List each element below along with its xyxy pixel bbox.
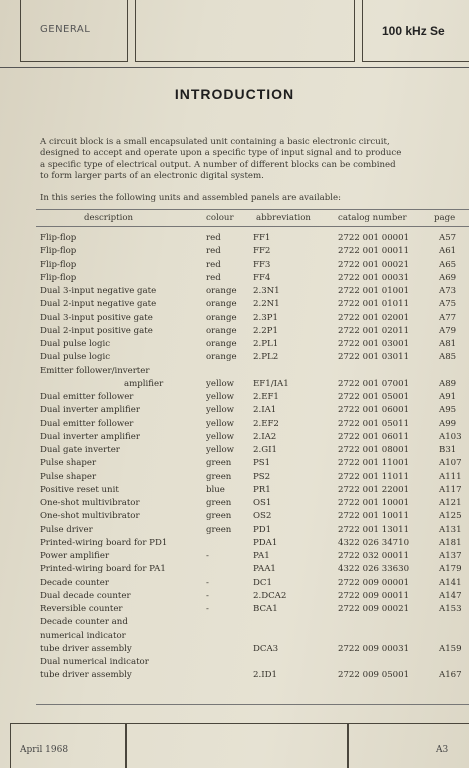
cell-abbreviation: PD1 (253, 524, 272, 535)
table-row (0, 286, 469, 297)
cell-page: A99 (439, 418, 457, 429)
cell-description: tube driver assembly (40, 670, 132, 681)
cell-description: Dual emitter follower (40, 418, 134, 429)
cell-colour: green (206, 511, 232, 522)
table-row (0, 564, 469, 575)
cell-page: A121 (439, 498, 462, 508)
cell-abbreviation: 2.2N1 (253, 299, 280, 310)
cell-page: A179 (439, 564, 462, 575)
cell-colour: red (206, 233, 221, 243)
table-row (0, 511, 469, 522)
cell-colour: yellow (206, 405, 234, 416)
cell-catalog-number: 2722 001 11001 (338, 458, 410, 469)
series-title: 100 kHz Se (382, 24, 445, 38)
cell-page: A117 (439, 484, 462, 495)
cell-abbreviation: PAA1 (253, 564, 276, 575)
table-row (0, 273, 469, 284)
cell-abbreviation: DCA3 (253, 643, 279, 654)
table-row (0, 339, 469, 350)
col-header-catalog: catalog number (338, 213, 407, 223)
col-header-description: description (84, 213, 134, 223)
cell-description: Emitter follower/inverter (40, 365, 150, 376)
cell-description: Dual emitter follower (40, 392, 134, 402)
cell-description: Decade counter and (40, 617, 128, 628)
cell-page: A125 (439, 511, 462, 522)
cell-colour: orange (206, 339, 237, 349)
table-top-rule (36, 209, 469, 210)
cell-description: Dual decade counter (40, 590, 131, 601)
cell-description: Dual inverter amplifier (40, 431, 140, 442)
cell-catalog-number: 4322 026 34710 (338, 537, 410, 548)
header-rule (0, 67, 469, 68)
cell-catalog-number: 2722 001 02001 (338, 312, 410, 323)
table-row (0, 379, 469, 390)
cell-colour: red (206, 272, 221, 283)
cell-catalog-number: 2722 001 03001 (338, 339, 410, 349)
cell-colour: orange (206, 325, 237, 336)
header-cell-middle (135, 0, 355, 62)
cell-page: A103 (439, 431, 462, 442)
cell-colour: - (206, 551, 209, 561)
cell-colour: yellow (206, 445, 234, 455)
cell-catalog-number: 2722 001 01001 (338, 286, 410, 296)
cell-catalog-number: 2722 009 00001 (338, 577, 410, 588)
cell-page: B31 (439, 445, 457, 455)
table-row (0, 670, 469, 681)
cell-catalog-number: 2722 001 01011 (338, 299, 410, 310)
cell-description: Pulse driver (40, 524, 93, 535)
table-row (0, 498, 469, 509)
cell-page: A167 (439, 670, 462, 681)
cell-page: A77 (439, 312, 457, 323)
table-row (0, 233, 469, 244)
cell-abbreviation: 2.DCA2 (253, 590, 287, 601)
cell-colour: green (206, 471, 232, 482)
cell-catalog-number: 2722 001 00001 (338, 233, 410, 243)
cell-description: Flip-flop (40, 272, 77, 283)
cell-abbreviation: 2.EF1 (253, 392, 279, 402)
intro-line: to form larger parts of an electronic digital system. (40, 171, 264, 182)
table-row (0, 604, 469, 615)
cell-page: A57 (439, 233, 457, 243)
cell-catalog-number: 2722 001 00031 (338, 272, 410, 283)
cell-page: A137 (439, 551, 462, 561)
table-header-rule (36, 226, 469, 227)
cell-catalog-number: 2722 009 05001 (338, 670, 410, 681)
cell-description: Dual 2-input negative gate (40, 299, 157, 310)
cell-page: A95 (439, 405, 457, 416)
cell-catalog-number: 2722 009 00011 (338, 590, 410, 601)
cell-catalog-number: 2722 001 11011 (338, 471, 410, 482)
cell-colour: green (206, 458, 232, 469)
cell-description: Reversible counter (40, 604, 123, 614)
cell-abbreviation: DC1 (253, 577, 272, 588)
cell-abbreviation: 2.3N1 (253, 286, 280, 296)
table-row (0, 366, 469, 377)
cell-abbreviation: 2.GI1 (253, 445, 277, 455)
cell-catalog-number: 4322 026 33630 (338, 564, 410, 575)
cell-description: Pulse shaper (40, 471, 97, 482)
cell-description: Dual gate inverter (40, 445, 120, 455)
col-header-colour: colour (206, 213, 234, 223)
cell-colour: yellow (206, 392, 234, 402)
table-row (0, 472, 469, 483)
cell-abbreviation: 2.3P1 (253, 312, 278, 323)
intro-line: designed to accept and operate upon a specific type of input signal and to produce (40, 148, 402, 159)
cell-page: A147 (439, 590, 462, 601)
cell-page: A79 (439, 325, 457, 336)
cell-catalog-number: 2722 001 10011 (338, 511, 410, 522)
cell-description: Flip-flop (40, 259, 77, 270)
table-row (0, 326, 469, 337)
cell-colour: yellow (206, 378, 234, 389)
cell-description: Positive reset unit (40, 484, 119, 495)
cell-page: A69 (439, 272, 457, 283)
table-row (0, 313, 469, 324)
table-row (0, 419, 469, 430)
footer-page-number: A3 (436, 745, 449, 755)
intro-line: a specific type of electrical output. A number of different blocks can be combined (40, 159, 396, 170)
cell-colour: - (206, 590, 209, 601)
cell-catalog-number: 2722 001 10001 (338, 498, 410, 508)
cell-abbreviation: PS1 (253, 458, 271, 469)
cell-catalog-number: 2722 001 05011 (338, 418, 410, 429)
cell-catalog-number: 2722 001 02011 (338, 325, 410, 336)
table-row (0, 432, 469, 443)
footer-cell-middle (126, 723, 348, 768)
cell-colour: green (206, 524, 232, 535)
cell-abbreviation: 2.EF2 (253, 418, 279, 429)
cell-colour: red (206, 246, 221, 257)
available-text: In this series the following units and assembled panels are available: (40, 193, 342, 203)
cell-colour: orange (206, 299, 237, 310)
cell-catalog-number: 2722 009 00021 (338, 604, 410, 614)
cell-abbreviation: 2.PL2 (253, 352, 279, 363)
cell-abbreviation: 2.IA1 (253, 405, 277, 416)
cell-abbreviation: PA1 (253, 551, 270, 561)
cell-description: Dual inverter amplifier (40, 405, 140, 416)
col-header-abbreviation: abbreviation (256, 213, 311, 223)
cell-catalog-number: 2722 001 00021 (338, 259, 410, 270)
section-label: GENERAL (40, 24, 91, 35)
cell-page: A91 (439, 392, 457, 402)
cell-page: A89 (439, 378, 457, 389)
footer-date: April 1968 (20, 745, 69, 755)
footer-cell-right (348, 723, 469, 768)
cell-description: numerical indicator (40, 630, 126, 641)
cell-description: Dual 2-input positive gate (40, 325, 153, 336)
cell-description: One-shot multivibrator (40, 498, 140, 508)
cell-colour: green (206, 498, 232, 508)
cell-abbreviation: PDA1 (253, 537, 278, 548)
cell-catalog-number: 2722 001 06011 (338, 431, 410, 442)
cell-description: One-shot multivibrator (40, 511, 140, 522)
cell-abbreviation: 2.PL1 (253, 339, 279, 349)
cell-description: Dual pulse logic (40, 339, 111, 349)
cell-abbreviation: FF4 (253, 272, 271, 283)
cell-page: A111 (439, 471, 462, 482)
cell-description: Pulse shaper (40, 458, 97, 469)
cell-colour: orange (206, 352, 237, 363)
cell-abbreviation: PS2 (253, 471, 271, 482)
cell-colour: - (206, 577, 209, 588)
table-row (0, 551, 469, 562)
cell-abbreviation: FF3 (253, 259, 271, 270)
cell-catalog-number: 2722 001 07001 (338, 378, 410, 389)
table-row (0, 405, 469, 416)
cell-page: A141 (439, 577, 462, 588)
cell-abbreviation: OS1 (253, 498, 272, 508)
cell-catalog-number: 2722 001 06001 (338, 405, 410, 416)
cell-abbreviation: BCA1 (253, 604, 278, 614)
cell-abbreviation: OS2 (253, 511, 272, 522)
cell-page: A85 (439, 352, 457, 363)
cell-abbreviation: EF1/IA1 (253, 378, 289, 389)
table-row (0, 644, 469, 655)
cell-description: Dual 3-input negative gate (40, 286, 157, 296)
cell-catalog-number: 2722 001 03011 (338, 352, 410, 363)
cell-colour: yellow (206, 418, 234, 429)
cell-page: A159 (439, 643, 462, 654)
cell-colour: orange (206, 312, 237, 323)
cell-page: A75 (439, 299, 457, 310)
cell-catalog-number: 2722 001 05001 (338, 392, 410, 402)
cell-description: amplifier (124, 378, 164, 389)
cell-page: A65 (439, 259, 457, 270)
cell-description: Power amplifier (40, 551, 110, 561)
table-row (0, 299, 469, 310)
table-row (0, 485, 469, 496)
cell-description: tube driver assembly (40, 643, 132, 654)
cell-abbreviation: 2.IA2 (253, 431, 277, 442)
cell-catalog-number: 2722 009 00031 (338, 643, 410, 654)
cell-page: A81 (439, 339, 457, 349)
table-row (0, 525, 469, 536)
col-header-page: page (434, 213, 456, 223)
table-row (0, 260, 469, 271)
cell-abbreviation: 2.2P1 (253, 325, 278, 336)
cell-page: A131 (439, 524, 462, 535)
table-row (0, 352, 469, 363)
table-row (0, 631, 469, 642)
cell-page: A107 (439, 458, 462, 469)
intro-line: A circuit block is a small encapsulated unit containing a basic electronic circuit, (40, 137, 390, 147)
cell-colour: - (206, 604, 209, 614)
page-heading: INTRODUCTION (174, 86, 295, 102)
cell-abbreviation: FF2 (253, 246, 271, 257)
table-bottom-rule (36, 704, 469, 705)
cell-description: Decade counter (40, 577, 109, 588)
cell-catalog-number: 2722 001 13011 (338, 524, 410, 535)
cell-catalog-number: 2722 032 00011 (338, 551, 410, 561)
cell-description: Printed-wiring board for PA1 (40, 564, 166, 575)
cell-abbreviation: 2.ID1 (253, 670, 277, 681)
cell-page: A61 (439, 246, 457, 257)
cell-page: A181 (439, 537, 462, 548)
cell-page: A153 (439, 604, 462, 614)
table-row (0, 657, 469, 668)
table-row (0, 246, 469, 257)
cell-description: Flip-flop (40, 246, 77, 257)
table-row (0, 445, 469, 456)
cell-catalog-number: 2722 001 22001 (338, 484, 410, 495)
intro-paragraph (40, 137, 465, 183)
cell-description: Printed-wiring board for PD1 (40, 537, 168, 548)
table-row (0, 578, 469, 589)
cell-catalog-number: 2722 001 00011 (338, 246, 410, 257)
cell-page: A73 (439, 286, 457, 296)
cell-colour: yellow (206, 431, 234, 442)
cell-abbreviation: PR1 (253, 484, 271, 495)
cell-description: Dual 3-input positive gate (40, 312, 153, 323)
table-row (0, 538, 469, 549)
cell-catalog-number: 2722 001 08001 (338, 445, 410, 455)
table-row (0, 392, 469, 403)
table-row (0, 617, 469, 628)
cell-colour: red (206, 259, 221, 270)
cell-description: Dual numerical indicator (40, 657, 149, 667)
cell-colour: orange (206, 286, 237, 296)
cell-abbreviation: FF1 (253, 233, 271, 243)
cell-colour: blue (206, 484, 225, 495)
cell-description: Dual pulse logic (40, 352, 111, 363)
cell-description: Flip-flop (40, 233, 77, 243)
table-row (0, 458, 469, 469)
table-row (0, 591, 469, 602)
